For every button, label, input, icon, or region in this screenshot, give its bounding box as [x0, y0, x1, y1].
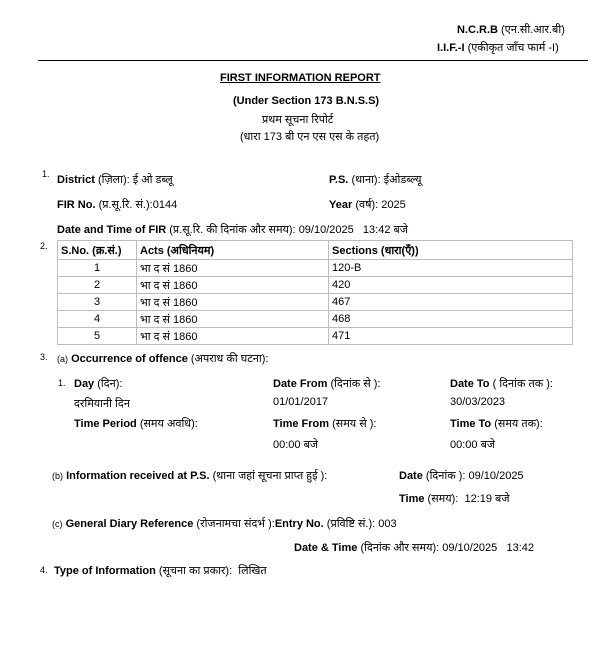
date-to-value: 30/03/2023 [450, 396, 506, 408]
fir-value: 0144 [152, 199, 178, 211]
fir-datetime-label-hi: (प्र.सू.रि. की दिनांक और समय): [169, 224, 296, 236]
info-received-label: Information received at P.S. [66, 470, 210, 482]
time-to-value: 00:00 बजे [450, 439, 496, 451]
info-time-label: Time [399, 493, 425, 505]
time-to-label: Time To [450, 418, 492, 430]
ps-value: ईओडब्ल्यू [383, 174, 422, 186]
info-received-label-hi: (थाना जहां सूचना प्राप्त हुई ): [212, 470, 328, 482]
info-received-field [52, 468, 327, 483]
gd-datetime-field [294, 540, 534, 555]
gd-reference-marker: (c) [52, 519, 63, 529]
gd-entry-label: Entry No. [274, 518, 324, 530]
day-value: दरमियानी दिन [74, 398, 130, 410]
year-label-hi: (वर्ष): [355, 199, 379, 211]
time-period-label-hi: (समय अवधि): [139, 418, 198, 430]
table-cell-sno: 4 [58, 311, 137, 328]
time-from-value: 00:00 बजे [273, 439, 319, 451]
year-field [329, 197, 406, 212]
item2-number: 2. [40, 241, 48, 251]
table-row [58, 277, 573, 294]
district-label: District [57, 174, 95, 186]
table-cell-sno: 1 [58, 260, 137, 277]
occurrence-label: Occurrence of offence [71, 353, 188, 365]
year-label: Year [329, 199, 353, 211]
table-cell-section: 468 [329, 311, 573, 328]
ps-label: P.S. [329, 174, 349, 186]
fir-label-hi: (प्र.सू.रि. सं.): [98, 199, 153, 211]
gd-reference-field [52, 516, 397, 531]
table-cell-section: 471 [329, 328, 573, 345]
district-field [57, 172, 173, 187]
table-row [58, 311, 573, 328]
ncrb-header [457, 22, 565, 37]
info-time-field [399, 491, 509, 506]
table-cell-sno: 3 [58, 294, 137, 311]
district-label-hi: (ज़िला): [97, 174, 130, 186]
table-cell-act: भा द सं 1860 [137, 311, 329, 328]
info-date-label: Date [399, 470, 423, 482]
info-type-label-hi: (सूचना का प्रकार): [158, 565, 233, 577]
info-date-label-hi: (दिनांक ): [425, 470, 466, 482]
info-type-field [54, 563, 267, 578]
fir-datetime-field [57, 222, 408, 237]
fir-datetime-label: Date and Time of FIR [57, 224, 167, 236]
table-cell-sno: 2 [58, 277, 137, 294]
day-label: Day [74, 378, 95, 390]
ps-field [329, 172, 421, 187]
date-to-label: Date To [450, 378, 490, 390]
fir-label: FIR No. [57, 199, 96, 211]
acts-sections-table [57, 240, 573, 345]
page-subtitle-hi: (धारा 173 बी एन एस एस के तहत) [240, 131, 380, 143]
gd-reference-label: General Diary Reference [65, 518, 194, 530]
fir-field [57, 197, 177, 212]
ncrb-label-hi: (एन.सी.आर.बी) [501, 24, 565, 36]
day-number: 1. [58, 378, 66, 388]
page-title: FIRST INFORMATION REPORT [220, 72, 381, 84]
date-to-label-hi: ( दिनांक तक ): [492, 378, 553, 390]
date-from-label: Date From [273, 378, 328, 390]
gd-datetime-label: Date & Time [294, 542, 358, 554]
info-date-field [399, 468, 524, 483]
day-field-label [74, 376, 122, 391]
page-subtitle: (Under Section 173 B.N.S.S) [233, 95, 380, 107]
col-header-acts: Acts (अधिनियम) [137, 241, 329, 260]
occurrence-heading [57, 351, 268, 366]
time-from-label-hi: (समय से ): [332, 418, 377, 430]
col-header-sno: S.No. (क्र.सं.) [58, 241, 137, 260]
gd-reference-label-hi: (रोजनामचा संदर्भ ): [196, 518, 275, 530]
header-rule [38, 60, 588, 61]
form-label-hi: (एकीकृत जाँच फार्म -I) [467, 42, 559, 54]
table-cell-act: भा द सं 1860 [137, 294, 329, 311]
col-header-sections: Sections (धारा(एँ)) [329, 241, 573, 260]
district-value: ई ओ डब्लू [132, 174, 173, 186]
table-cell-act: भा द सं 1860 [137, 260, 329, 277]
info-time-value: 12:19 बजे [464, 493, 510, 505]
table-row [58, 260, 573, 277]
date-from-field-label [273, 376, 381, 391]
info-date-value: 09/10/2025 [468, 470, 524, 482]
table-cell-act: भा द सं 1860 [137, 277, 329, 294]
table-cell-sno: 5 [58, 328, 137, 345]
table-header-row [58, 241, 573, 260]
ncrb-label: N.C.R.B [457, 24, 498, 36]
table-cell-section: 467 [329, 294, 573, 311]
time-to-field-label [450, 416, 543, 431]
time-to-label-hi: (समय तक): [494, 418, 543, 430]
table-row [58, 328, 573, 345]
gd-entry-value: 003 [378, 518, 397, 530]
table-cell-act: भा द सं 1860 [137, 328, 329, 345]
table-cell-section: 120-B [329, 260, 573, 277]
fir-datetime-value: 09/10/2025 13:42 बजे [298, 224, 408, 236]
item3-number: 3. [40, 352, 48, 362]
day-label-hi: (दिन): [97, 378, 123, 390]
info-received-marker: (b) [52, 471, 63, 481]
info-time-label-hi: (समय): [427, 493, 459, 505]
gd-entry-label-hi: (प्रविष्टि सं.): [326, 518, 376, 530]
ps-label-hi: (थाना): [351, 174, 381, 186]
item1-number: 1. [42, 169, 50, 179]
time-period-field-label [74, 416, 198, 431]
date-from-label-hi: (दिनांक से ): [330, 378, 381, 390]
info-type-value: लिखित [238, 565, 267, 577]
date-from-value: 01/01/2017 [273, 396, 329, 408]
time-from-field-label [273, 416, 376, 431]
item4-number: 4. [40, 565, 48, 575]
form-label: I.I.F.-I [437, 42, 465, 54]
occurrence-label-hi: (अपराध की घटना): [190, 353, 269, 365]
page-title-hi: प्रथम सूचना रिपोर्ट [262, 114, 334, 126]
info-type-label: Type of Information [54, 565, 156, 577]
gd-datetime-label-hi: (दिनांक और समय): [360, 542, 440, 554]
year-value: 2025 [381, 199, 406, 211]
gd-datetime-value: 09/10/2025 13:42 [442, 542, 534, 554]
form-header [437, 40, 559, 55]
time-from-label: Time From [273, 418, 330, 430]
date-to-field-label [450, 376, 553, 391]
occurrence-marker: (a) [57, 354, 68, 364]
table-cell-section: 420 [329, 277, 573, 294]
time-period-label: Time Period [74, 418, 137, 430]
table-row [58, 294, 573, 311]
